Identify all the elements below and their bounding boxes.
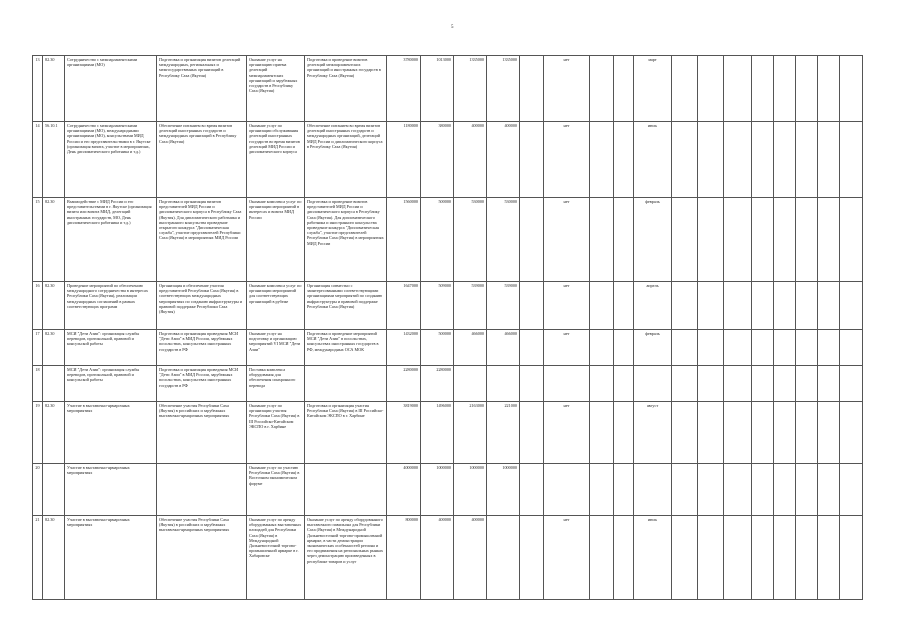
empty-cell <box>796 516 818 600</box>
small-business-flag: нет <box>544 516 590 600</box>
empty-cell <box>698 282 724 330</box>
planned-month: июль <box>634 122 672 198</box>
empty-cell <box>818 366 840 402</box>
empty-cell <box>840 56 863 122</box>
empty-cell <box>774 464 796 516</box>
empty-cell <box>724 516 752 600</box>
empty-cell <box>520 56 544 122</box>
amount-year-2: 2163000 <box>454 402 487 464</box>
amount-year-1: 509000 <box>421 282 454 330</box>
total-amount: 800000 <box>387 516 421 600</box>
okved-code: 82.30 <box>43 330 65 366</box>
empty-cell <box>774 366 796 402</box>
empty-cell <box>614 282 634 330</box>
row-number: 21 <box>33 516 43 600</box>
empty-cell <box>520 282 544 330</box>
empty-cell <box>520 402 544 464</box>
empty-cell <box>672 516 698 600</box>
empty-cell <box>698 402 724 464</box>
empty-cell <box>590 282 614 330</box>
expected-result: Обеспечение питанием во время визитов делегаций иностранных государств и международных организаций, делегаций МИД России и дипломатического корпуса в Республику Саха (Якутия) <box>305 122 387 198</box>
empty-cell <box>752 464 774 516</box>
empty-cell <box>752 402 774 464</box>
empty-cell <box>520 516 544 600</box>
empty-cell <box>614 122 634 198</box>
amount-year-2 <box>454 366 487 402</box>
empty-cell <box>796 198 818 282</box>
empty-cell <box>818 56 840 122</box>
expected-result <box>305 366 387 402</box>
table-row <box>33 516 863 600</box>
action-description: Подготовка и организация проведения МСИ "Дети Азии" в МИД России, зарубежных посольствах, консульствах иностранных государств в РФ <box>157 366 247 402</box>
table-row <box>33 122 863 198</box>
small-business-flag: нет <box>544 402 590 464</box>
empty-cell <box>774 56 796 122</box>
event-name: МСИ "Дети Азии": организация службы переводов, протокольной, правовой и консульской работы <box>65 366 157 402</box>
empty-cell <box>698 56 724 122</box>
empty-cell <box>818 122 840 198</box>
event-name: Участие в выставочно-ярмарочных мероприятиях <box>65 402 157 464</box>
empty-cell <box>672 366 698 402</box>
expected-result: Подготовка и проведение визитов представителей МИД России и дипломатического корпуса в Республику Саха (Якутия). Для дипломатического работника и иностранного консульства проведение конкурса "Дипломатическая служба", участие представителей Республики Саха (Якутия) в мероприятиях МИД России <box>305 198 387 282</box>
small-business-flag: нет <box>544 198 590 282</box>
row-number: 13 <box>33 56 43 122</box>
empty-cell <box>818 198 840 282</box>
action-description: Подготовка и организация визитов представителей МИД России и дипломатического корпуса в Республику Саха (Якутия). Для дипломатического работника и иностранного консульства проведение открытого конкурса "Дипломатическая служба", участие представителей Республики Саха (Якутия) в мероприятиях МИД России <box>157 198 247 282</box>
empty-cell <box>590 122 614 198</box>
planned-month <box>634 366 672 402</box>
service-description: Оказание услуг по участию Республики Саха (Якутия) в Восточном экономическом форуме <box>247 464 305 516</box>
empty-cell <box>672 198 698 282</box>
small-business-flag <box>544 464 590 516</box>
empty-cell <box>724 122 752 198</box>
service-description: Оказание услуг на организацию приема делегаций межпарламентских организаций и зарубежных государств в Республику Саха (Якутия) <box>247 56 305 122</box>
empty-cell <box>818 516 840 600</box>
empty-cell <box>796 464 818 516</box>
planned-month: апрель <box>634 282 672 330</box>
amount-year-1: 380000 <box>421 122 454 198</box>
table-row <box>33 402 863 464</box>
empty-cell <box>752 198 774 282</box>
empty-cell <box>724 56 752 122</box>
amount-year-1: 1013000 <box>421 56 454 122</box>
event-name: Проведение мероприятий по обеспечению международного сотрудничества в интересах Республики Саха (Якутия), реализации международных соглашений в рамках соответствующих программ <box>65 282 157 330</box>
empty-cell <box>840 402 863 464</box>
expected-result: Подготовка и проведение мероприятий МСИ "Дети Азии" в посольствах, консульствах иностранных государств в РФ, международных ОСА МОК <box>305 330 387 366</box>
okved-code: 82.30 <box>43 402 65 464</box>
service-description: Оказание комплекса услуг по организации мероприятий для соответствующих организаций в рубеже <box>247 282 305 330</box>
amount-year-2: 400000 <box>454 516 487 600</box>
empty-cell <box>774 516 796 600</box>
empty-cell <box>590 56 614 122</box>
empty-cell <box>774 282 796 330</box>
planned-month: июль <box>634 516 672 600</box>
empty-cell <box>752 56 774 122</box>
empty-cell <box>672 402 698 464</box>
planned-month <box>634 464 672 516</box>
amount-year-1: 2280000 <box>421 366 454 402</box>
empty-cell <box>590 402 614 464</box>
empty-cell <box>818 330 840 366</box>
expected-result: Организация совместно с заинтересованными соответствующими организациями мероприятий по созданию инфраструктуры и правовой поддержке Республики Саха (Якутия) <box>305 282 387 330</box>
amount-year-2: 1335000 <box>454 56 487 122</box>
empty-cell <box>752 366 774 402</box>
event-name: Сотрудничество с межпарламентскими организациями (МО), международными организациями (МО), консульствами МИД России и его представительствами в г. Якутске (организация визита, участие в мероприятиях, День дипломатического работника и т.д.) <box>65 122 157 198</box>
empty-cell <box>774 402 796 464</box>
row-number: 16 <box>33 282 43 330</box>
empty-cell <box>724 464 752 516</box>
amount-year-1: 400000 <box>421 516 454 600</box>
amount-year-1: 1000000 <box>421 464 454 516</box>
empty-cell <box>672 464 698 516</box>
service-description: Оказание комплекса услуг по организации мероприятий в интересах и визита МИД России <box>247 198 305 282</box>
empty-cell <box>698 330 724 366</box>
empty-cell <box>614 56 634 122</box>
total-amount: 1432000 <box>387 330 421 366</box>
empty-cell <box>752 516 774 600</box>
empty-cell <box>724 330 752 366</box>
amount-year-3: 1000000 <box>487 464 520 516</box>
expected-result: Подготовка и проведение визитов делегаций межпарламентских организаций и иностранных государств в Республику Саха (Якутия) <box>305 56 387 122</box>
okved-code: 82.30 <box>43 282 65 330</box>
row-number: 15 <box>33 198 43 282</box>
amount-year-3: 466000 <box>487 330 520 366</box>
empty-cell <box>590 330 614 366</box>
okved-code: 82.30 <box>43 56 65 122</box>
empty-cell <box>724 366 752 402</box>
empty-cell <box>724 282 752 330</box>
empty-cell <box>520 122 544 198</box>
table-row <box>33 464 863 516</box>
empty-cell <box>672 282 698 330</box>
empty-cell <box>698 198 724 282</box>
total-amount: 1180000 <box>387 122 421 198</box>
small-business-flag: нет <box>544 122 590 198</box>
action-description: Подготовка и организация визитов делегаций международных, региональных и межгосударственных организаций в Республику Саха (Якутия) <box>157 56 247 122</box>
empty-cell <box>724 402 752 464</box>
total-amount: 3780000 <box>387 56 421 122</box>
action-description: Обеспечение питанием во время визитов делегаций иностранных государств и международных организаций в Республику Саха (Якутия) <box>157 122 247 198</box>
procurement-plan-table <box>32 55 863 600</box>
empty-cell <box>698 464 724 516</box>
page-number: 5 <box>451 25 454 30</box>
small-business-flag: нет <box>544 56 590 122</box>
empty-cell <box>614 464 634 516</box>
event-name: Участие в выставочно-ярмарочных мероприятиях <box>65 464 157 516</box>
total-amount: 2280000 <box>387 366 421 402</box>
amount-year-1: 500000 <box>421 198 454 282</box>
expected-result: Подготовка и организация участия Республики Саха (Якутия) в III Российско-Китайском ЭКСПО в г. Харбине <box>305 402 387 464</box>
empty-cell <box>752 122 774 198</box>
empty-cell <box>774 330 796 366</box>
empty-cell <box>840 330 863 366</box>
amount-year-2: 1000000 <box>454 464 487 516</box>
table-row <box>33 198 863 282</box>
empty-cell <box>796 402 818 464</box>
planned-month: март <box>634 56 672 122</box>
empty-cell <box>614 198 634 282</box>
planned-month: февраль <box>634 198 672 282</box>
event-name: Взаимодействие с МИД России и его представительствами в г. Якутске (организация визита или визита МИД, делегаций иностранных государств, МО, День дипломатического работника и т.д.) <box>65 198 157 282</box>
empty-cell <box>590 198 614 282</box>
amount-year-3: 400000 <box>487 122 520 198</box>
amount-year-3: 1335000 <box>487 56 520 122</box>
small-business-flag: нет <box>544 330 590 366</box>
table-row <box>33 282 863 330</box>
table-row <box>33 56 863 122</box>
empty-cell <box>614 366 634 402</box>
okved-code <box>43 366 65 402</box>
table-row <box>33 366 863 402</box>
planned-month: февраль <box>634 330 672 366</box>
service-description: Оказание услуг на подготовку и организацию мероприятий VI МСИ "Дети Азии" <box>247 330 305 366</box>
service-description: Поставка комплекса оборудования для обеспечения синхронного перевода <box>247 366 305 402</box>
empty-cell <box>614 330 634 366</box>
row-number: 19 <box>33 402 43 464</box>
empty-cell <box>520 464 544 516</box>
event-name: Участие в выставочно-ярмарочных мероприятиях <box>65 516 157 600</box>
empty-cell <box>796 282 818 330</box>
amount-year-2: 530000 <box>454 198 487 282</box>
amount-year-2: 400000 <box>454 122 487 198</box>
row-number: 14 <box>33 122 43 198</box>
service-description: Оказание услуг по аренду оборудованных выставочных площадей для Республики Саха (Якутия) в Международной Дальневосточной торгово-промышленной ярмарке в г. Хабаровске <box>247 516 305 600</box>
okved-code <box>43 464 65 516</box>
service-description: Оказание услуг по организации обслуживания делегаций иностранных государств во время визитов делегаций МИД России и дипломатического корпуса <box>247 122 305 198</box>
empty-cell <box>818 282 840 330</box>
small-business-flag: нет <box>544 282 590 330</box>
amount-year-3 <box>487 516 520 600</box>
planned-month: август <box>634 402 672 464</box>
empty-cell <box>796 366 818 402</box>
empty-cell <box>520 366 544 402</box>
total-amount: 3819000 <box>387 402 421 464</box>
empty-cell <box>698 516 724 600</box>
action-description: Организация и обеспечение участия представителей Республики Саха (Якутия) в соответствующих международных мероприятиях по созданию инфраструктуры и правовой поддержке Республики Саха (Якутия) <box>157 282 247 330</box>
empty-cell <box>590 516 614 600</box>
table-row <box>33 330 863 366</box>
service-description: Оказание услуг по организации участия Республики Саха (Якутия) в III Российско-Китайском ЭКСПО в г. Харбине <box>247 402 305 464</box>
empty-cell <box>818 464 840 516</box>
okved-code: 82.30 <box>43 198 65 282</box>
empty-cell <box>796 56 818 122</box>
empty-cell <box>752 330 774 366</box>
amount-year-3: 530000 <box>487 198 520 282</box>
row-number: 17 <box>33 330 43 366</box>
empty-cell <box>752 282 774 330</box>
empty-cell <box>840 516 863 600</box>
empty-cell <box>590 464 614 516</box>
action-description: Подготовка и организация проведения МСИ "Дети Азии" в МИД России, зарубежных посольствах, консульствах иностранных государств в РФ <box>157 330 247 366</box>
empty-cell <box>520 198 544 282</box>
empty-cell <box>614 516 634 600</box>
action-description: Обеспечение участия Республики Саха (Якутия) в российских и зарубежных выставочно-ярмарочных мероприятиях <box>157 516 247 600</box>
empty-cell <box>840 122 863 198</box>
empty-cell <box>614 402 634 464</box>
empty-cell <box>840 464 863 516</box>
total-amount: 1647000 <box>387 282 421 330</box>
empty-cell <box>818 402 840 464</box>
amount-year-3: 221000 <box>487 402 520 464</box>
row-number: 20 <box>33 464 43 516</box>
empty-cell <box>672 122 698 198</box>
amount-year-2: 539000 <box>454 282 487 330</box>
okved-code: 82.30 <box>43 516 65 600</box>
amount-year-3: 539000 <box>487 282 520 330</box>
empty-cell <box>796 330 818 366</box>
empty-cell <box>672 330 698 366</box>
empty-cell <box>796 122 818 198</box>
row-number: 18 <box>33 366 43 402</box>
empty-cell <box>840 198 863 282</box>
event-name: Сотрудничество с межпарламентскими организациями (МО) <box>65 56 157 122</box>
empty-cell <box>774 122 796 198</box>
amount-year-1: 500000 <box>421 330 454 366</box>
amount-year-1: 1496000 <box>421 402 454 464</box>
empty-cell <box>698 122 724 198</box>
empty-cell <box>724 198 752 282</box>
empty-cell <box>774 198 796 282</box>
amount-year-3 <box>487 366 520 402</box>
empty-cell <box>698 366 724 402</box>
okved-code: 56.10.1 <box>43 122 65 198</box>
empty-cell <box>840 282 863 330</box>
empty-cell <box>672 56 698 122</box>
empty-cell <box>520 330 544 366</box>
empty-cell <box>840 366 863 402</box>
amount-year-2: 466000 <box>454 330 487 366</box>
event-name: МСИ "Дети Азии": организация службы переводов, протокольной, правовой и консульской работы <box>65 330 157 366</box>
total-amount: 1560000 <box>387 198 421 282</box>
empty-cell <box>590 366 614 402</box>
expected-result: Оказание услуг по аренду оборудованного выставочного павильона для Республики Саха (Якутия) в Международной Дальневосточной торгово-промышленной ярмарке, в части демонстрации экономических особенностей региона и его продвижения на региональных рынках через демонстрацию произведенных в республике товаров и услуг <box>305 516 387 600</box>
small-business-flag <box>544 366 590 402</box>
action-description <box>157 464 247 516</box>
expected-result <box>305 464 387 516</box>
action-description: Обеспечение участия Республики Саха (Якутия) в российских и зарубежных выставочно-ярмарочных мероприятиях <box>157 402 247 464</box>
total-amount: 4000000 <box>387 464 421 516</box>
